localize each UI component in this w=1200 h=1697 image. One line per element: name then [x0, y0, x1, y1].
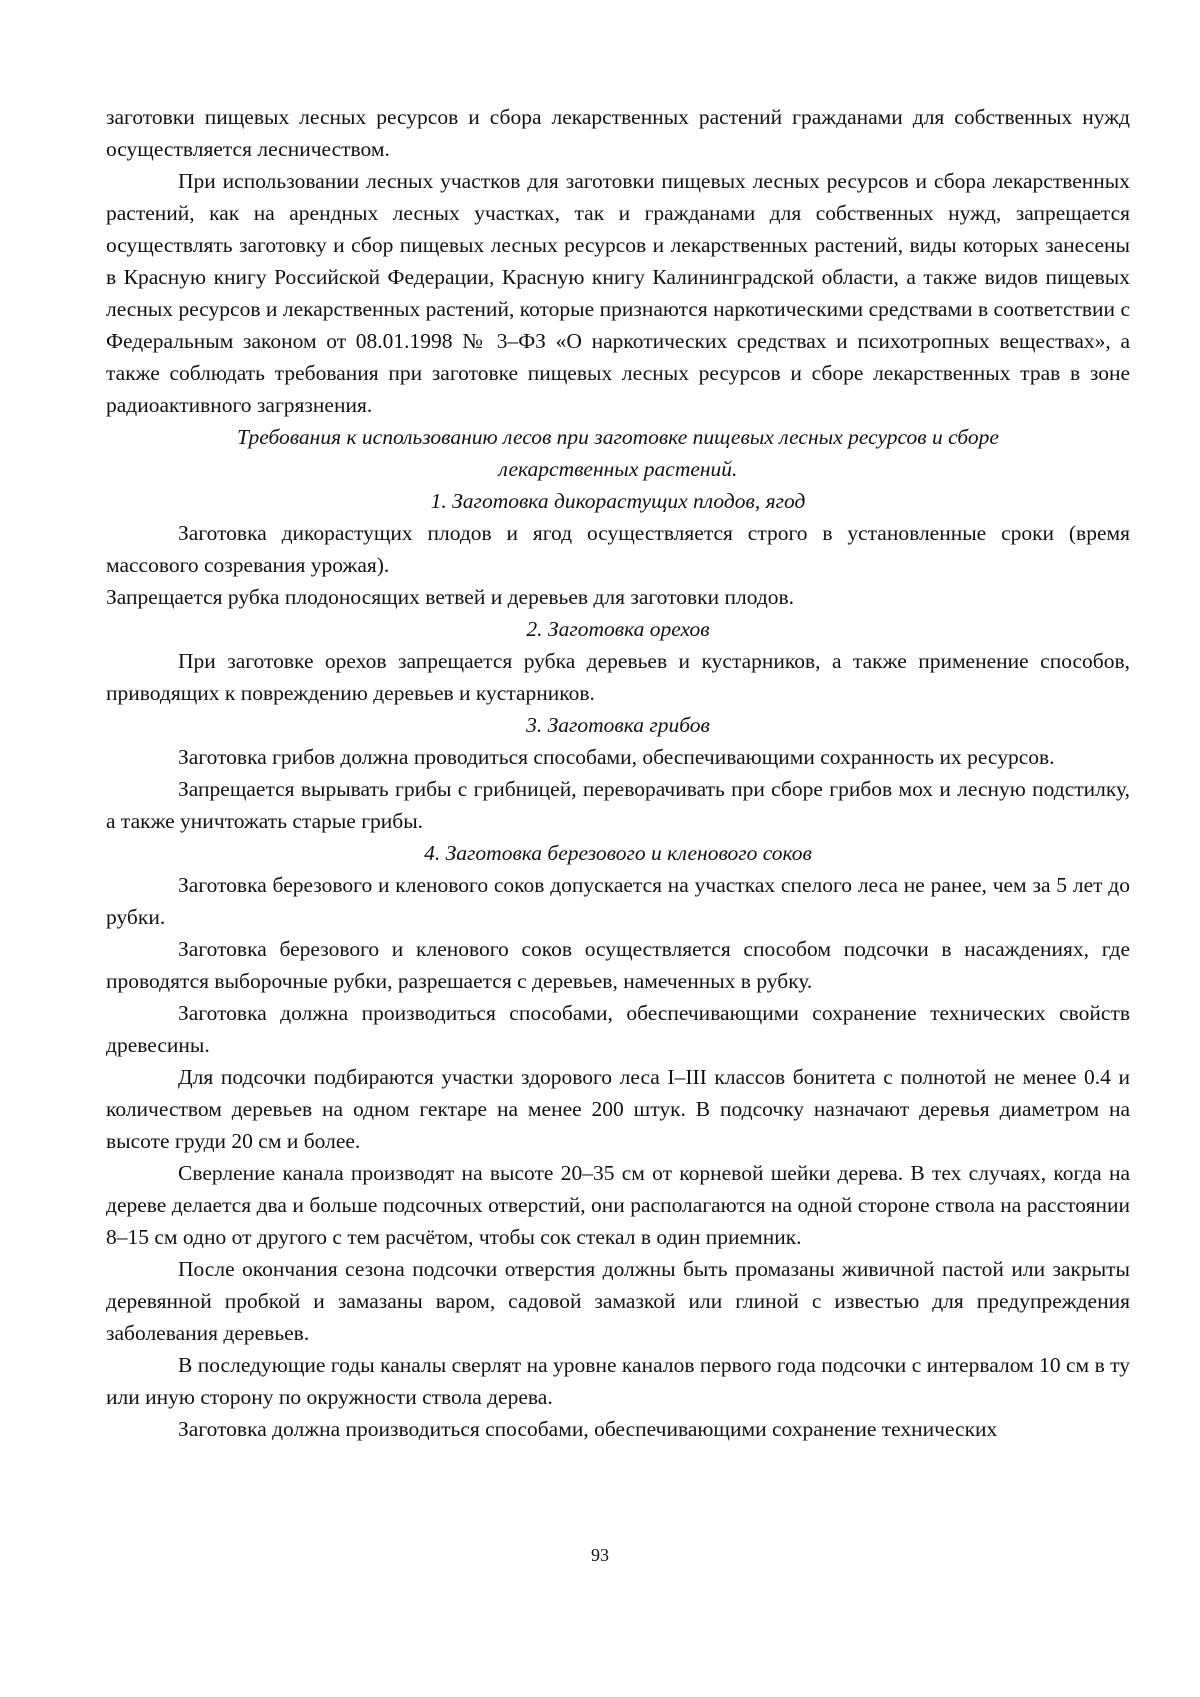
section-heading-2: 2. Заготовка орехов — [526, 617, 710, 641]
paragraph: Заготовка грибов должна проводиться способами, обеспечивающими сохранность их ресурсов. — [178, 745, 1055, 769]
section-heading-3: 3. Заготовка грибов — [526, 713, 710, 737]
paragraph: При использовании лесных участков для заготовки пищевых лесных ресурсов и сбора лекарственных растений, как на арендных лесных участках, так и гражданами для собственных нужд, запрещается осуществлять заготовку и сбор пищевых лесных ресурсов и лекарственных растений, виды которых занесены в Красную книгу Российской Федерации, Красную книгу Калининградской области, а также видов пищевых лесных ресурсов и лекарственных растений, которые признаются наркотическими средствами в соответствии с Федеральным законом от 08.01.1998 № 3–ФЗ «О наркотических средствах и психотропных веществах», а также соблюдать требования при заготовке пищевых лесных ресурсов и сборе лекарственных трав в зоне радиоактивного загрязнения. — [106, 169, 1130, 417]
section-heading-1: 1. Заготовка дикорастущих плодов, ягод — [430, 489, 806, 513]
section-heading-main-wrap — [106, 421, 1130, 485]
paragraph: Заготовка березового и кленового соков осуществляется способом подсочки в насаждениях, где проводятся выборочные рубки, разрешается с деревьев, намеченных в рубку. — [106, 937, 1130, 993]
paragraph: Заготовка березового и кленового соков допускается на участках спелого леса не ранее, чем за 5 лет до рубки. — [106, 873, 1130, 929]
section-heading-main: Требования к использованию лесов при заготовке пищевых лесных ресурсов и сборе лекарственных растений. — [237, 425, 999, 481]
paragraph: Заготовка должна производиться способами, обеспечивающими сохранение технических свойств древесины. — [106, 1001, 1130, 1057]
paragraph: Запрещается вырывать грибы с грибницей, переворачивать при сборе грибов мох и лесную подстилку, а также уничтожать старые грибы. — [106, 777, 1130, 833]
paragraph: Для подсочки подбираются участки здорового леса I–III классов бонитета с полнотой не менее 0.4 и количеством деревьев на одном гектаре на менее 200 штук. В подсочку назначают деревья диаметром на высоте груди 20 см и более. — [106, 1065, 1130, 1153]
paragraph: После окончания сезона подсочки отверстия должны быть промазаны живичной пастой или закрыты деревянной пробкой и замазаны варом, садовой замазкой или глиной с известью для предупреждения заболевания деревьев. — [106, 1257, 1130, 1345]
document-page — [106, 101, 1130, 1445]
paragraph: Заготовка должна производиться способами, обеспечивающими сохранение технических — [178, 1417, 998, 1441]
paragraph: заготовки пищевых лесных ресурсов и сбора лекарственных растений гражданами для собственных нужд осуществляется лесничеством. — [106, 105, 1130, 161]
paragraph: Сверление канала производят на высоте 20–35 см от корневой шейки дерева. В тех случаях, когда на дереве делается два и больше подсочных отверстий, они располагаются на одной стороне ствола на расстоянии 8–15 см одно от другого с тем расчётом, чтобы сок стекал в один приемник. — [106, 1161, 1130, 1249]
page-number: 93 — [591, 1545, 609, 1565]
paragraph: Заготовка дикорастущих плодов и ягод осуществляется строго в установленные сроки (время массового созревания урожая). — [106, 521, 1130, 577]
paragraph: В последующие годы каналы сверлят на уровне каналов первого года подсочки с интервалом 10 см в ту или иную сторону по окружности ствола дерева. — [106, 1353, 1130, 1409]
section-heading-4: 4. Заготовка березового и кленового соков — [424, 841, 812, 865]
paragraph: Запрещается рубка плодоносящих ветвей и деревьев для заготовки плодов. — [106, 585, 795, 609]
paragraph: При заготовке орехов запрещается рубка деревьев и кустарников, а также применение способов, приводящих к повреждению деревьев и кустарников. — [106, 649, 1130, 705]
